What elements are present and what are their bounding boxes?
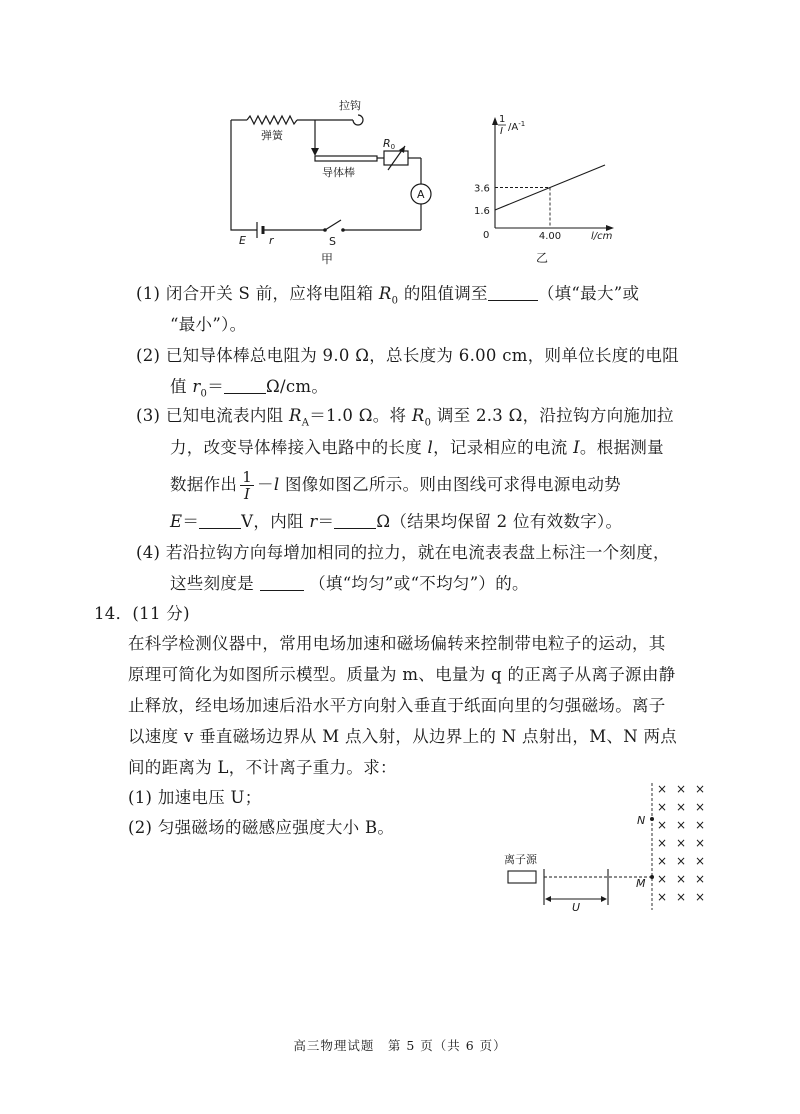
field-cross: × xyxy=(695,800,706,814)
field-cross: × xyxy=(657,818,668,832)
y-tick-label: 1.6 xyxy=(474,206,490,217)
field-cross: × xyxy=(676,782,687,796)
field-cross: × xyxy=(676,872,687,886)
q13-part4-line2: 这些刻度是 （填“均匀”或“不均匀”）的。 xyxy=(170,574,529,593)
q13-part3-line3: 数据作出 $\frac{1}{I}$ －l 图像如图乙所示。则由图线可求得电源电动势 xyxy=(170,468,621,503)
svg-text:1: 1 xyxy=(499,114,506,125)
conductor-rod xyxy=(315,156,377,161)
spring xyxy=(247,116,297,124)
n-label: N xyxy=(637,814,646,827)
field-cross: × xyxy=(657,872,668,886)
figure-yi-caption: 乙 xyxy=(536,251,549,265)
emf-label: E xyxy=(239,234,246,247)
hook-label: 拉钩 xyxy=(339,100,361,112)
internal-r-label: r xyxy=(269,234,274,247)
spring-label: 弹簧 xyxy=(261,129,283,142)
field-cross: × xyxy=(657,890,668,904)
circuit-figure xyxy=(225,100,435,270)
field-cross: × xyxy=(676,890,687,904)
magnetic-field-crosses xyxy=(657,782,705,904)
q14-body-line: 止释放，经电场加速后沿水平方向射入垂直于纸面向里的匀强磁场。离子 xyxy=(128,696,666,715)
point-n xyxy=(650,817,654,821)
ion-field-figure xyxy=(500,775,720,915)
r0-label: R0 xyxy=(383,137,396,151)
field-cross: × xyxy=(695,782,706,796)
svg-text:/A-1: $/A^{-1}$ xyxy=(508,120,526,133)
graph-figure xyxy=(470,108,630,268)
field-cross: × xyxy=(695,836,706,850)
origin-label: 0 xyxy=(483,230,490,241)
ion-source-label: 离子源 xyxy=(504,853,537,866)
q14-body-line: 以速度 v 垂直磁场边界从 M 点入射，从边界上的 N 点射出，M、N 两点 xyxy=(128,727,678,746)
m-label: M xyxy=(636,877,646,890)
q13-part3-line2: 力，改变导体棒接入电路中的长度 l，记录相应的电流 I。根据测量 xyxy=(170,438,664,457)
x-axis-label: l/cm xyxy=(591,231,613,242)
field-cross: × xyxy=(695,890,706,904)
field-cross: × xyxy=(657,782,668,796)
q13-part2-line2: 值 $r_0= \Omega/cm$。 xyxy=(170,377,329,400)
q13-part1-line2: “最小”）。 xyxy=(170,315,247,334)
point-m xyxy=(650,875,654,879)
figure-jia-caption: 甲 xyxy=(321,252,334,266)
x-tick-label: 4.00 xyxy=(538,231,562,242)
field-cross: × xyxy=(676,836,687,850)
q14-body-line: 在科学检测仪器中，常用电场加速和磁场偏转来控制带电粒子的运动，其 xyxy=(128,634,666,653)
field-cross: × xyxy=(676,800,687,814)
page-footer: 高三物理试题 第 5 页（共 6 页） xyxy=(293,1038,507,1053)
answer-blank-3[interactable] xyxy=(199,512,241,529)
field-cross: × xyxy=(695,818,706,832)
field-cross: × xyxy=(657,800,668,814)
q14-number: 14．(11 分) xyxy=(94,604,190,623)
answer-blank-1[interactable] xyxy=(488,284,538,301)
q13-part2-line1: (2) 已知导体棒总电阻为 9.0 Ω，总长度为 6.00 cm，则单位长度的电阻 xyxy=(136,346,679,365)
q13-part1-line1: (1) 闭合开关 S 前，应将电阻箱 $R_0$ 的阻值调至 （填“最大”或 xyxy=(136,284,640,307)
ion-source xyxy=(508,871,536,883)
q13-part3-line1: (3) 已知电流表内阻 $R_A=1.0$ Ω。将 $R_0$ 调至 2.3 Ω，沿拉钩方向施加拉 xyxy=(136,406,674,429)
q13-part4-line1: (4) 若沿拉钩方向每增加相同的拉力，就在电流表表盘上标注一个刻度， xyxy=(136,543,670,562)
svg-text:I: I xyxy=(500,126,503,137)
switch-blade xyxy=(325,220,341,230)
field-cross: × xyxy=(657,836,668,850)
y-tick-label: 3.6 xyxy=(474,183,490,195)
fraction-1-over-i: $\frac{1}{I}$ xyxy=(242,468,253,503)
field-cross: × xyxy=(676,818,687,832)
q13-part3-line4: E＝ V，内阻 r＝ Ω（结果均保留 2 位有效数字）。 xyxy=(170,512,623,531)
q14-body-line: 间的距离为 L，不计离子重力。求： xyxy=(128,758,397,777)
field-cross: × xyxy=(657,854,668,868)
answer-blank-5[interactable] xyxy=(260,574,304,591)
y-axis-label xyxy=(498,114,525,137)
q14-sub2: (2) 匀强磁场的磁感应强度大小 B。 xyxy=(128,818,395,837)
u-label: U xyxy=(572,901,581,914)
switch-label: S xyxy=(329,235,336,248)
rod-label: 导体棒 xyxy=(322,166,355,179)
ammeter-label: A xyxy=(417,188,425,201)
field-cross: × xyxy=(695,854,706,868)
answer-blank-4[interactable] xyxy=(334,512,376,529)
field-cross: × xyxy=(676,854,687,868)
q14-body-line: 原理可简化为如图所示模型。质量为 m、电量为 q 的正离子从离子源由静 xyxy=(128,665,676,684)
field-cross: × xyxy=(695,872,706,886)
q14-sub1: (1) 加速电压 U； xyxy=(128,788,262,807)
answer-blank-2[interactable] xyxy=(224,377,266,394)
